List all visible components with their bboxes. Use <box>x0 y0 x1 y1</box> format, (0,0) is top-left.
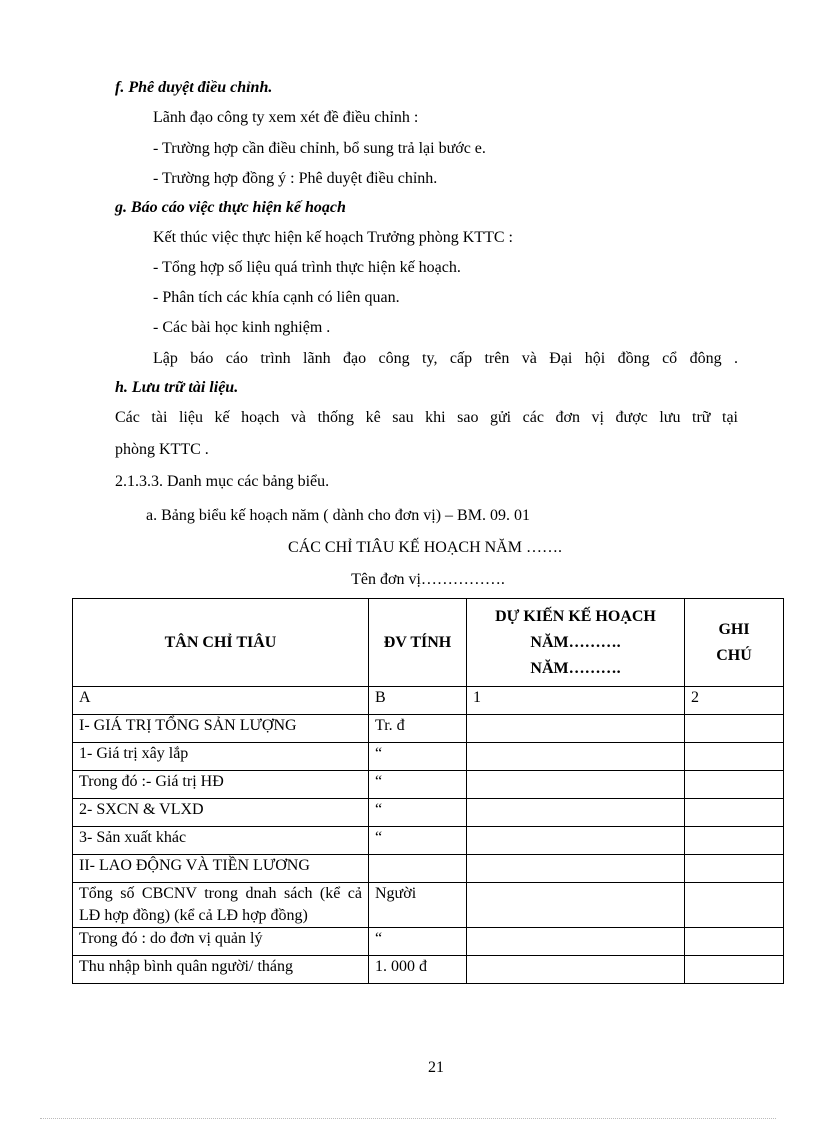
section-f-line: Lãnh đạo công ty xem xét đề điều chỉnh : <box>153 109 419 126</box>
section-g-heading: g. Báo cáo việc thực hiện kế hoạch <box>115 199 346 216</box>
table-cell: II- LAO ĐỘNG VÀ TIỀN LƯƠNG <box>73 855 369 883</box>
table-cell: “ <box>369 771 467 799</box>
table-cell: A <box>73 687 369 715</box>
table-cell: Người <box>369 883 467 928</box>
table-cell: “ <box>369 827 467 855</box>
table-cell <box>467 715 685 743</box>
table-cell: “ <box>369 928 467 956</box>
table-cell <box>467 928 685 956</box>
table-cell <box>685 743 784 771</box>
section-g-line: - Phân tích các khía cạnh có liên quan. <box>153 289 400 306</box>
section-f-heading: f. Phê duyệt điều chỉnh. <box>115 79 273 96</box>
table-cell: 3- Sản xuất khác <box>73 827 369 855</box>
table-cell: I- GIÁ TRỊ TỔNG SẢN LƯỢNG <box>73 715 369 743</box>
table-cell: 1- Giá trị xây lắp <box>73 743 369 771</box>
table-cell <box>467 883 685 928</box>
page-bottom-divider <box>40 1118 776 1119</box>
header-note-line: GHI <box>718 620 750 638</box>
table-row <box>73 743 784 771</box>
header-planned-line: NĂM………. <box>530 633 621 651</box>
table-cell: Trong đó : do đơn vị quản lý <box>73 928 369 956</box>
table-row <box>73 827 784 855</box>
table-row <box>73 687 784 715</box>
table-row <box>73 928 784 956</box>
section-g-line: - Tổng hợp số liệu quá trình thực hiện kế hoạch. <box>153 259 461 276</box>
list-item-a: a. Bảng biểu kế hoạch năm ( dành cho đơn vị) – BM. 09. 01 <box>146 507 530 524</box>
table-cell <box>685 956 784 984</box>
header-planned <box>467 599 685 687</box>
header-note <box>685 599 784 687</box>
header-planned-line: NĂM………. <box>530 659 621 677</box>
table-cell: Trong đó :- Giá trị HĐ <box>73 771 369 799</box>
plan-table <box>72 598 784 984</box>
table-cell <box>467 956 685 984</box>
table-row <box>73 771 784 799</box>
header-note-line: CHÚ <box>716 646 752 664</box>
section-f-line: - Trường hợp đồng ý : Phê duyệt điều chỉnh. <box>153 170 438 187</box>
table-cell: Tổng số CBCNV trong dnah sách (kể cả LĐ hợp đồng) (kể cả LĐ hợp đồng) <box>73 883 369 928</box>
table-cell: 2 <box>685 687 784 715</box>
table-row <box>73 855 784 883</box>
table-cell <box>685 799 784 827</box>
table-cell <box>467 743 685 771</box>
table-header-row <box>73 599 784 687</box>
table-cell: Tr. đ <box>369 715 467 743</box>
section-h-paragraph-line2: phòng KTTC . <box>115 441 209 458</box>
unit-name-line: Tên đơn vị……………. <box>351 571 505 588</box>
table-cell: Thu nhập bình quân người/ tháng <box>73 956 369 984</box>
table-cell <box>369 855 467 883</box>
table-cell <box>685 928 784 956</box>
table-cell <box>685 771 784 799</box>
header-unit: ĐV TÍNH <box>369 599 467 687</box>
table-cell <box>685 855 784 883</box>
table-row <box>73 715 784 743</box>
section-g-line: - Các bài học kinh nghiệm . <box>153 319 331 336</box>
table-cell: 2- SXCN & VLXD <box>73 799 369 827</box>
table-cell: “ <box>369 799 467 827</box>
table-cell <box>467 771 685 799</box>
section-h-heading: h. Lưu trữ tài liệu. <box>115 379 239 396</box>
list-heading: 2.1.3.3. Danh mục các bảng biểu. <box>115 473 330 490</box>
header-indicator-name: TÂN CHỈ TIÂU <box>73 599 369 687</box>
section-h-paragraph-line1: Các tài liệu kế hoạch và thống kê sau khi sao gửi các đơn vị được lưu trữ tại <box>115 409 738 426</box>
table-cell: 1 <box>467 687 685 715</box>
table-row <box>73 883 784 928</box>
table-title: CÁC CHỈ TIÂU KẾ HOẠCH NĂM ……. <box>288 539 562 556</box>
table-cell <box>685 827 784 855</box>
table-cell <box>685 883 784 928</box>
section-g-line: Lập báo cáo trình lãnh đạo công ty, cấp trên và Đại hội đồng cổ đông . <box>153 350 738 367</box>
table-cell <box>467 799 685 827</box>
table-cell: “ <box>369 743 467 771</box>
table-cell <box>467 855 685 883</box>
header-planned-line: DỰ KIẾN KẾ HOẠCH <box>495 607 656 625</box>
table-row <box>73 956 784 984</box>
table-cell <box>685 715 784 743</box>
table-cell <box>467 827 685 855</box>
section-f-line: - Trường hợp cần điều chỉnh, bổ sung trả lại bước e. <box>153 140 486 157</box>
table-row <box>73 799 784 827</box>
section-g-line: Kết thúc việc thực hiện kế hoạch Trưởng phòng KTTC : <box>153 229 513 246</box>
table-cell: B <box>369 687 467 715</box>
page-number: 21 <box>428 1059 444 1076</box>
table-cell: 1. 000 đ <box>369 956 467 984</box>
